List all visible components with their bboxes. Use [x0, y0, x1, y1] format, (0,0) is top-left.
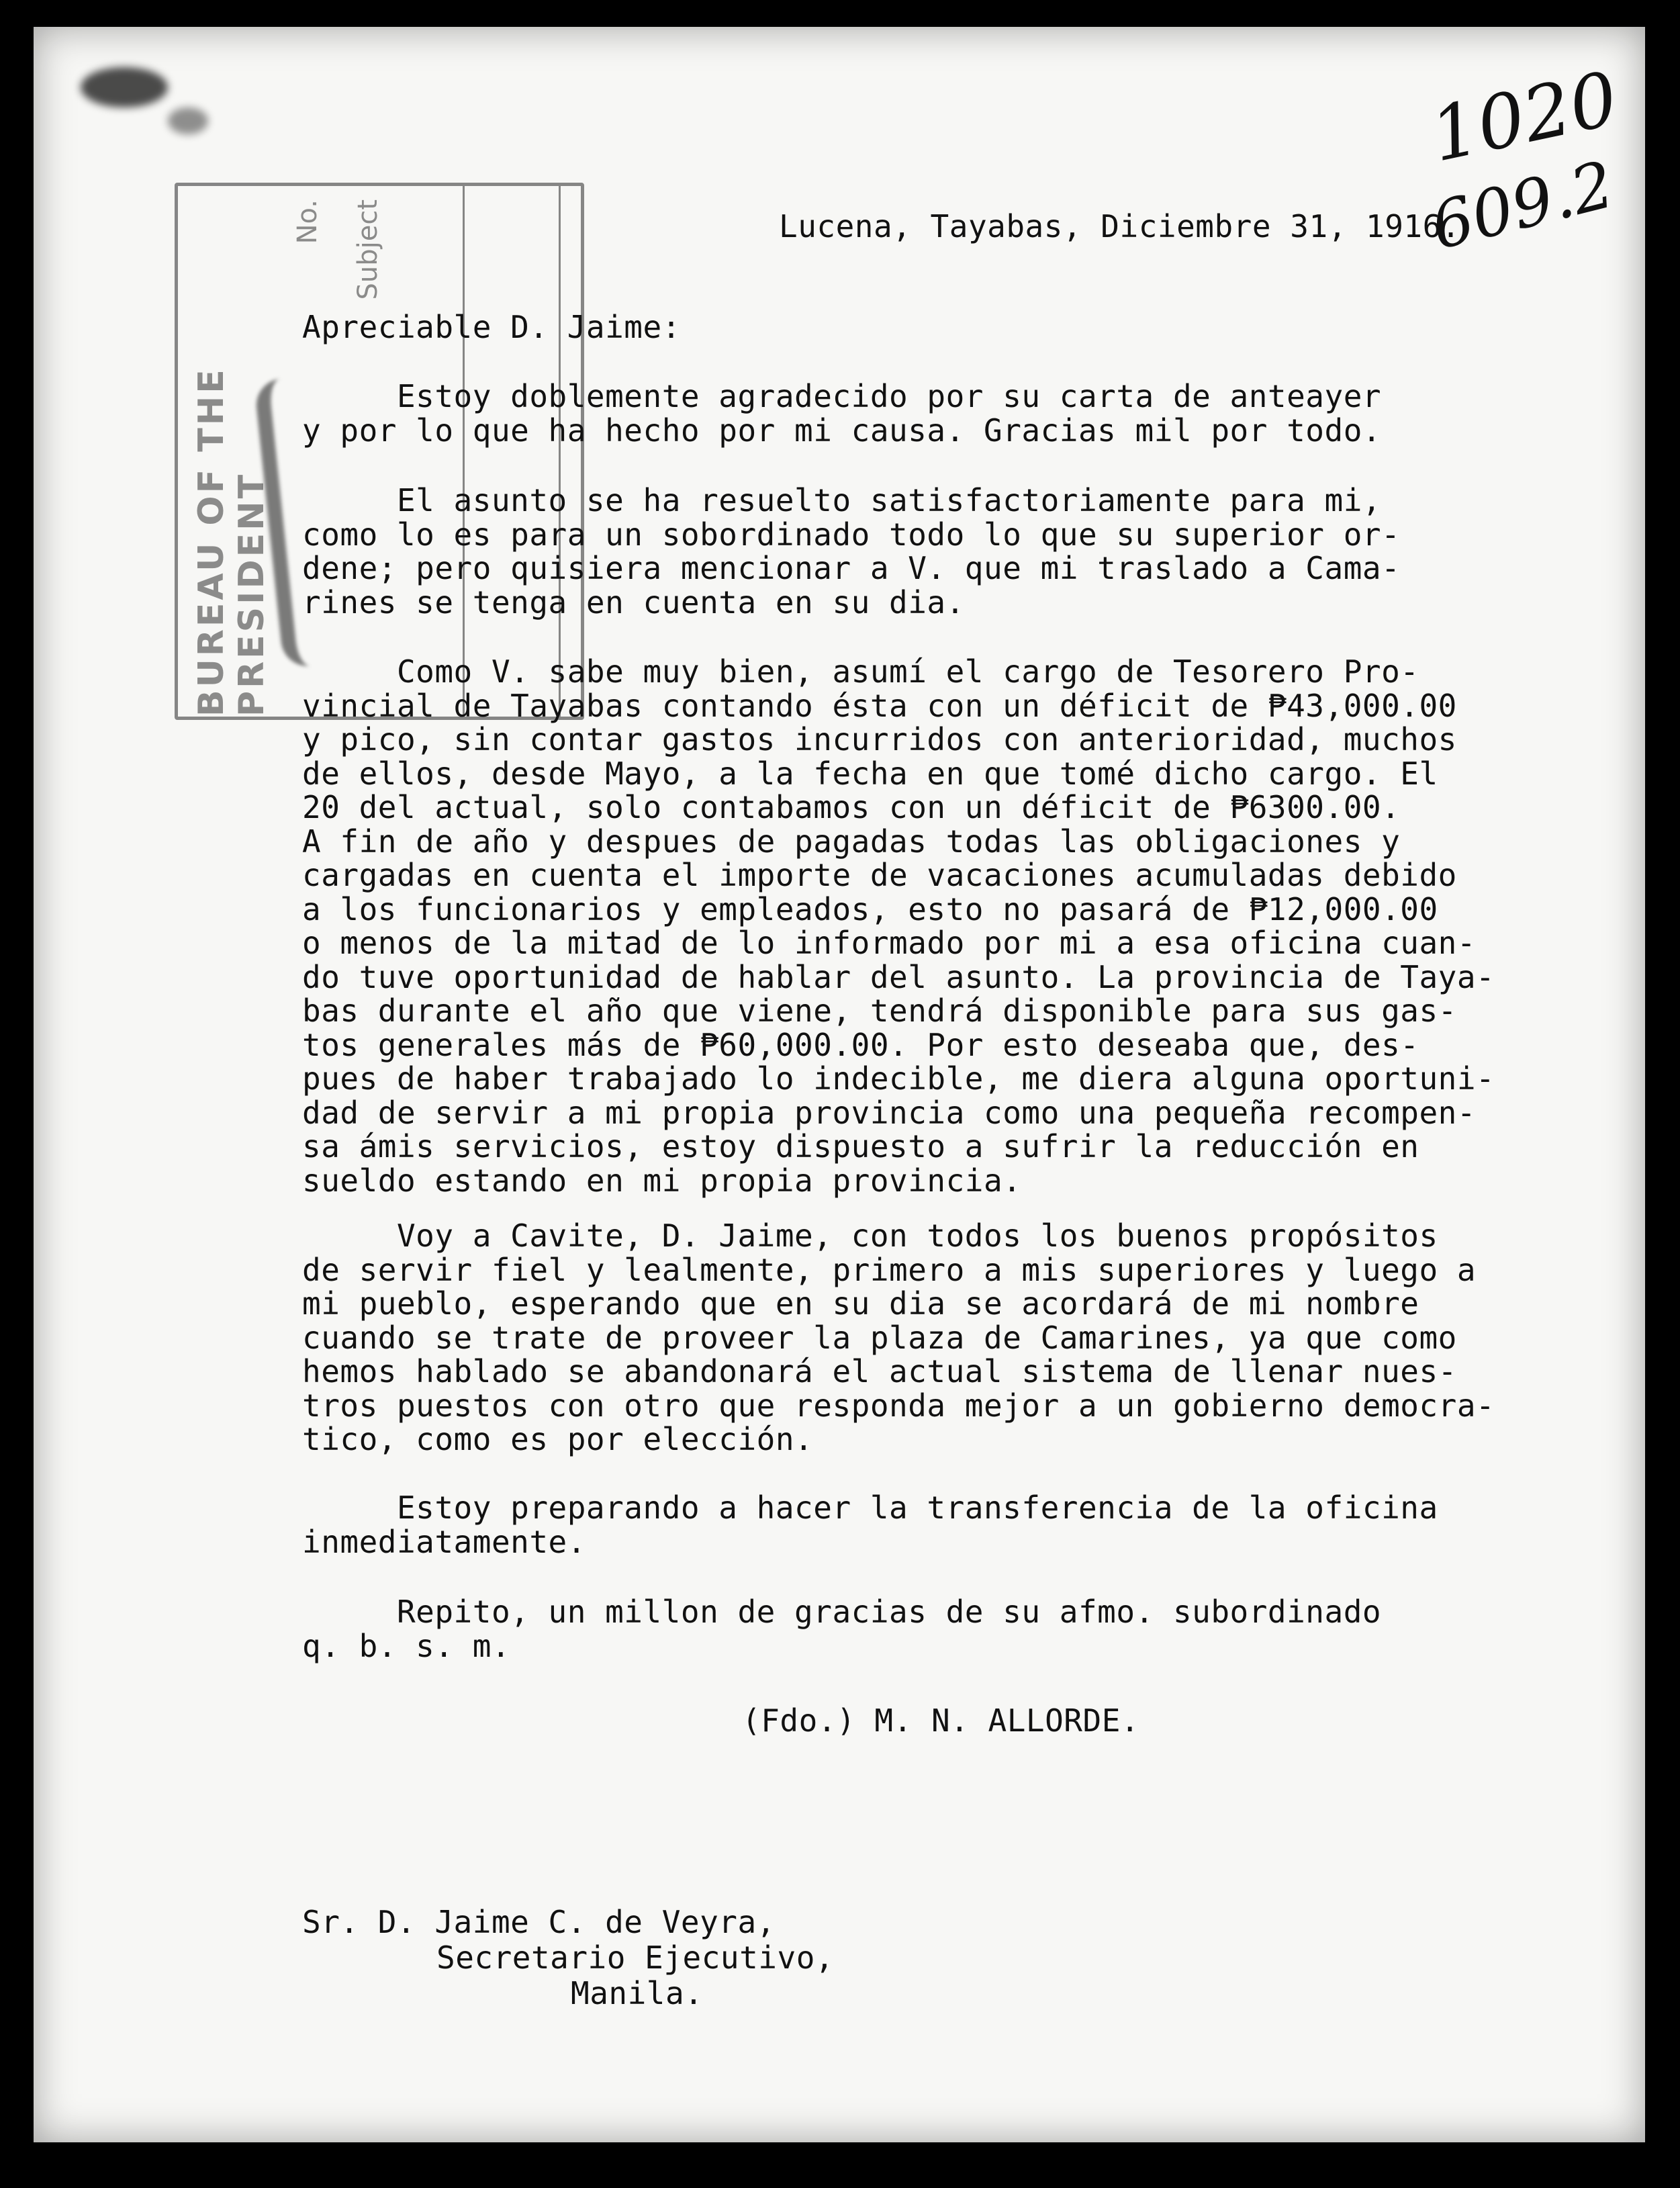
paragraph-6: Repito, un millon de gracias de su afmo. subordinado q. b. s. m. [302, 1594, 1382, 1664]
handwritten-file-number: 1020 [1423, 55, 1626, 179]
paragraph-4: Voy a Cavite, D. Jaime, con todos los buenos propósitos de servir fiel y lealmente, primero a mis superiores y luego a mi pueblo, esperando que en su dia se acordará de mi nombre cuando se trate de proveer la plaza de Camarines, ya que como hemos hablado se abandonará el actual sistema de llenar nues- tros puestos con otro que responda mejor a un gobierno democra- tico, como es por elección. [302, 1218, 1495, 1457]
stamp-field-no: No. [292, 199, 323, 244]
addressee-line-2: Secretario Ejecutivo, [436, 1940, 835, 1976]
handwritten-reference-number: 609.2 [1424, 146, 1622, 265]
paragraph-2: El asunto se ha resuelto satisfactoriamente para mi, como lo es para un sobordinado todo lo que su superior or- dene; pero quisiera mencionar a V. que mi traslado a Cama- rines se tenga en cuenta en su dia. [302, 482, 1401, 621]
letter-page [34, 27, 1645, 2142]
stamp-column-box [463, 186, 561, 717]
place-date: Lucena, Tayabas, Diciembre 31, 1916. [779, 208, 1460, 244]
addressee-line-1: Sr. D. Jaime C. de Veyra, [302, 1904, 776, 1940]
paragraph-1: Estoy doblemente agradecido por su carta de anteayer y por lo que ha hecho por mi causa. Gracias mil por todo. [302, 378, 1382, 449]
ink-blot [168, 107, 208, 134]
salutation: Apreciable D. Jaime: [302, 309, 681, 345]
paragraph-5: Estoy preparando a hacer la transferencia de la oficina inmediatamente. [302, 1490, 1438, 1560]
stamp-label: BUREAU OF THE PRESIDENT [191, 367, 272, 717]
stamp-field-subject: Subject [353, 199, 383, 300]
signature: (Fdo.) M. N. ALLORDE. [742, 1702, 1140, 1739]
received-stamp [175, 183, 584, 720]
ink-blot [81, 67, 168, 107]
addressee-line-3: Manila. [571, 1975, 704, 2011]
paragraph-3: Como V. sabe muy bien, asumí el cargo de Tesorero Pro- vincial de Tayabas contando ésta con un déficit de ₱43,000.00 y pico, sin contar gastos incurridos con anterioridad, muchos de ellos, desde Mayo, a la fecha en que tomé dicho cargo. El 20 del actual, solo contabamos con un déficit de ₱6300.00. A fin de año y despues de pagadas todas las obligaciones y cargadas en cuenta el importe de vacaciones acumuladas debido a los funcionarios y empleados, esto no pasará de ₱12,000.00 o menos de la mitad de lo informado por mi a esa oficina cuan- do tuve oportunidad de hablar del asunto. La provincia de Taya- bas durante el año que viene, tendrá disponible para sus gas- tos generales más de ₱60,000.00. Por esto deseaba que, des- pues de haber trabajado lo indecible, me diera alguna oportuni- dad de servir a mi propia provincia como una pequeña recompen- sa ámis servicios, estoy dispuesto a sufrir la reducción en sueldo estando en mi propia provincia. [302, 653, 1495, 1199]
